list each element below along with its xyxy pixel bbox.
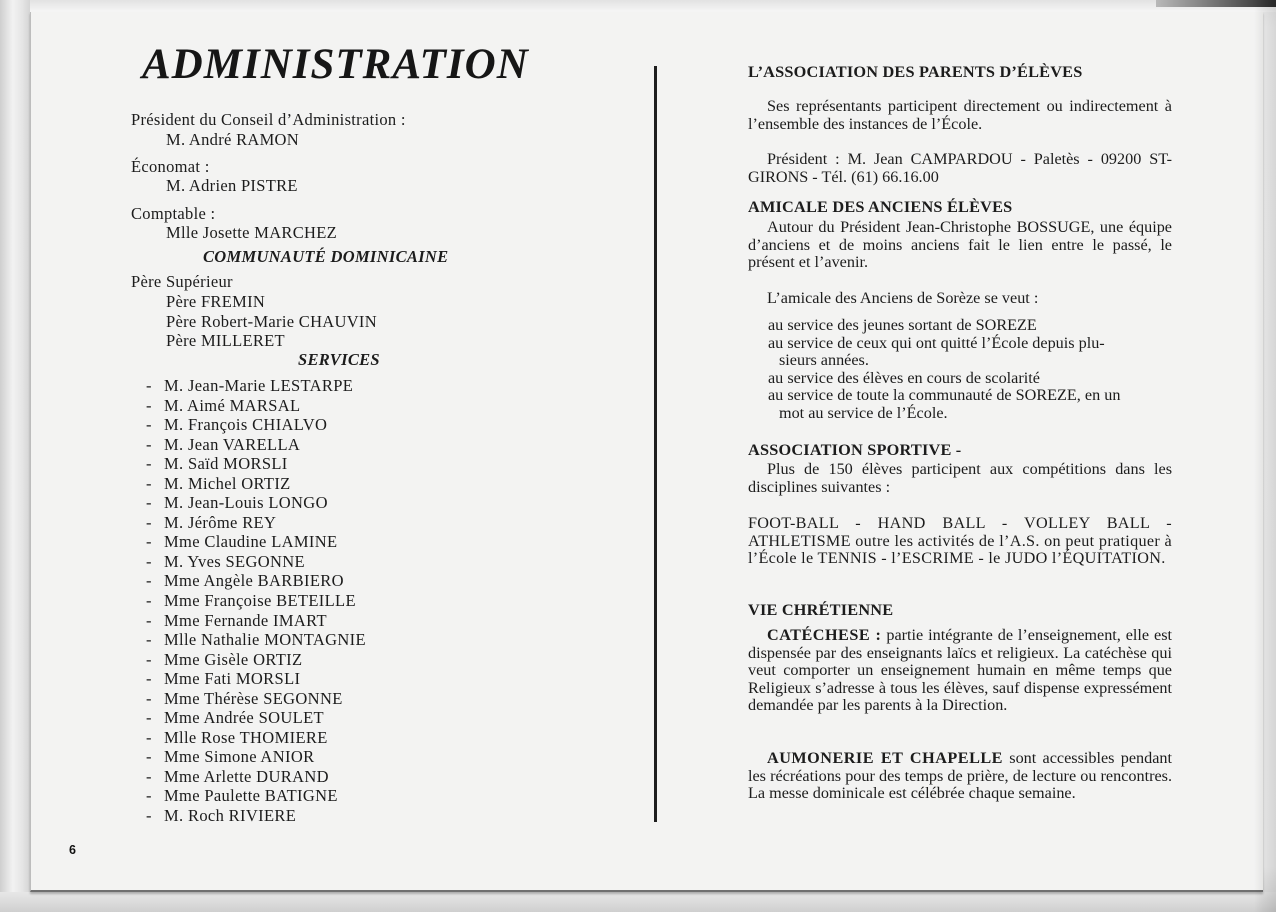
amicale-item-text: au service de ceux qui ont quitté l’École depuis plu- [768,333,1105,352]
service-name: M. Roch RIVIERE [164,806,297,826]
column-divider [654,66,657,822]
amicale-item-text: au service de toute la communauté de SOREZE, en un [768,386,1121,405]
vie-heading: VIE CHRÉTIENNE [748,600,894,619]
service-name: Mme Thérèse SEGONNE [164,688,343,708]
service-name: M. Jérôme REY [164,512,277,532]
dash-bullet: - [146,669,152,689]
dash-bullet: - [146,376,152,395]
service-item [146,767,366,787]
dash-bullet: - [146,766,152,786]
sleeve-top-edge [30,0,1276,12]
amicale-section [748,197,1172,217]
amicale-intro [748,290,1172,308]
service-name: Mme Arlette DURAND [164,766,329,786]
dash-bullet: - [146,747,152,767]
catechese-block [748,627,1172,715]
dash-bullet: - [146,630,152,650]
service-item [146,493,366,513]
service-name: M. Yves SEGONNE [164,551,305,571]
dash-bullet: - [146,708,152,728]
amicale-item-text: au service des jeunes sortant de SOREZE [768,316,1037,334]
dash-bullet: - [146,512,152,532]
service-item [146,806,366,826]
service-name: Mme Simone ANIOR [164,747,315,767]
amicale-item [748,317,1172,335]
service-item [146,611,366,631]
parents-paragraph: Ses représentants participent directement ou indirectement à l’ensemble des instances de l’École. [748,97,1172,133]
service-item [146,552,366,572]
service-item [146,454,366,474]
dash-bullet: - [146,415,152,435]
parents-body [748,98,1172,133]
dash-bullet: - [146,688,152,708]
service-item [146,728,366,748]
sports-paragraph: FOOT-BALL - HAND BALL - VOLLEY BALL - ATHLETISME outre les activités de l’A.S. on peut pratiquer à l’École le TENNIS - l’ESCRIME - le JUDO l’ÉQUITATION. [748,514,1172,568]
pere-superieur-label: Père Supérieur [131,272,233,291]
service-item [146,591,366,611]
service-item [146,571,366,591]
service-item [146,669,366,689]
service-name: M. Michel ORTIZ [164,473,291,493]
sleeve-left-edge [0,0,32,912]
amicale-item [748,387,1172,422]
parents-section [748,62,1172,82]
dash-bullet: - [146,493,152,513]
comptable-name: Mlle Josette MARCHEZ [166,223,337,242]
aumonerie-text: sont accessibles pendant les récréations pour des temps de prière, de lecture ou rencontres. La messe dominicale est célébrée chaque semaine. [748,749,1172,803]
communaute-heading: COMMUNAUTÉ DOMINICAINE [203,247,449,266]
dash-bullet: - [146,532,152,552]
amicale-paragraph: Autour du Président Jean-Christophe BOSSUGE, une équipe d’anciens et de moins anciens fait le lien entre le passé, le présent et l’avenir. [748,218,1172,272]
catechese-label: CATÉCHESE : [767,626,882,644]
service-name: Mme Fati MORSLI [164,669,301,689]
amicale-item [748,370,1172,388]
sportive-section [748,440,1172,460]
page-right-shadow [1254,0,1276,912]
service-name: M. Aimé MARSAL [164,395,301,415]
pere-item: Père FREMIN [166,292,266,311]
service-item [146,435,366,455]
amicale-item-continuation: mot au service de l’École. [779,403,948,422]
service-name: Mme Angèle BARBIERO [164,571,344,591]
amicale-item [748,335,1172,370]
president-name: M. André RAMON [166,130,299,149]
amicale-body [748,219,1172,272]
service-item [146,396,366,416]
comptable-label: Comptable : [131,204,216,223]
service-name: Mme Andrée SOULET [164,708,324,728]
service-name: Mme Paulette BATIGNE [164,786,338,806]
dash-bullet: - [146,473,152,493]
amicale-intro-paragraph: L’amicale des Anciens de Sorèze se veut : [767,289,1039,307]
dash-bullet: - [146,591,152,611]
service-item [146,415,366,435]
service-item [146,513,366,533]
service-item [146,376,366,396]
pere-item: Père Robert-Marie CHAUVIN [166,312,377,331]
service-name: M. Jean-Marie LESTARPE [164,376,354,395]
service-item [146,474,366,494]
amicale-item-continuation: sieurs années. [779,351,869,370]
service-item [146,747,366,767]
service-name: M. Jean VARELLA [164,434,301,454]
sports-list-wrap [748,515,1172,568]
page-number: 6 [69,843,76,857]
dash-bullet: - [146,806,152,826]
page-title: ADMINISTRATION [142,41,529,88]
amicale-list [748,317,1172,423]
service-name: Mme Fernande IMART [164,610,327,630]
dash-bullet: - [146,395,152,415]
catechese-text: partie intégrante de l’enseignement, elle est dispensée par des enseignants laïcs et religieux. La catéchèse qui veut comporter un enseignement humain en même temps que Religieux s’adresse à tous les élèves, sauf dispense expressément demandée par les parents à la Direction. [748,626,1172,715]
president-label: Président du Conseil d’Administration : [131,110,406,129]
service-item [146,630,366,650]
aumonerie-label: AUMONERIE ET CHAPELLE [767,749,1003,767]
sleeve-bottom-edge [0,892,1276,912]
catechese-paragraph [748,627,1172,715]
sportive-heading: ASSOCIATION SPORTIVE - [748,440,962,459]
economat-label: Économat : [131,157,210,176]
service-item [146,689,366,709]
parents-president-paragraph: Président : M. Jean CAMPARDOU - Paletès - 09200 ST-GIRONS - Tél. (61) 66.16.00 [748,150,1172,186]
service-item [146,650,366,670]
services-heading: SERVICES [298,350,380,369]
dash-bullet: - [146,571,152,591]
dash-bullet: - [146,649,152,669]
services-list [146,376,366,826]
service-name: Mlle Nathalie MONTAGNIE [164,630,366,650]
dash-bullet: - [146,454,152,474]
service-item [146,532,366,552]
dash-bullet: - [146,727,152,747]
aumonerie-paragraph [748,750,1172,803]
service-name: M. François CHIALVO [164,415,328,435]
pere-item: Père MILLERET [166,331,285,350]
parents-heading: L’ASSOCIATION DES PARENTS D’ÉLÈVES [748,62,1083,81]
service-name: Mme Gisèle ORTIZ [164,649,303,669]
dash-bullet: - [146,610,152,630]
amicale-item-text: au service des élèves en cours de scolarité [768,368,1040,387]
service-item [146,708,366,728]
service-name: Mme Françoise BETEILLE [164,591,356,611]
vie-section [748,600,1172,620]
service-name: M. Jean-Louis LONGO [164,493,328,513]
sportive-paragraph: Plus de 150 élèves participent aux compétitions dans les disciplines suivantes : [748,460,1172,496]
parents-president [748,151,1172,186]
sportive-body [748,461,1172,496]
service-name: Mlle Rose THOMIERE [164,727,328,747]
economat-name: M. Adrien PISTRE [166,176,298,195]
service-item [146,786,366,806]
dash-bullet: - [146,434,152,454]
amicale-list-wrap [748,317,1172,423]
service-name: Mme Claudine LAMINE [164,532,338,552]
dash-bullet: - [146,786,152,806]
dash-bullet: - [146,551,152,571]
service-name: M. Saïd MORSLI [164,454,288,474]
aumonerie-block [748,750,1172,803]
amicale-heading: AMICALE DES ANCIENS ÉLÈVES [748,197,1013,216]
